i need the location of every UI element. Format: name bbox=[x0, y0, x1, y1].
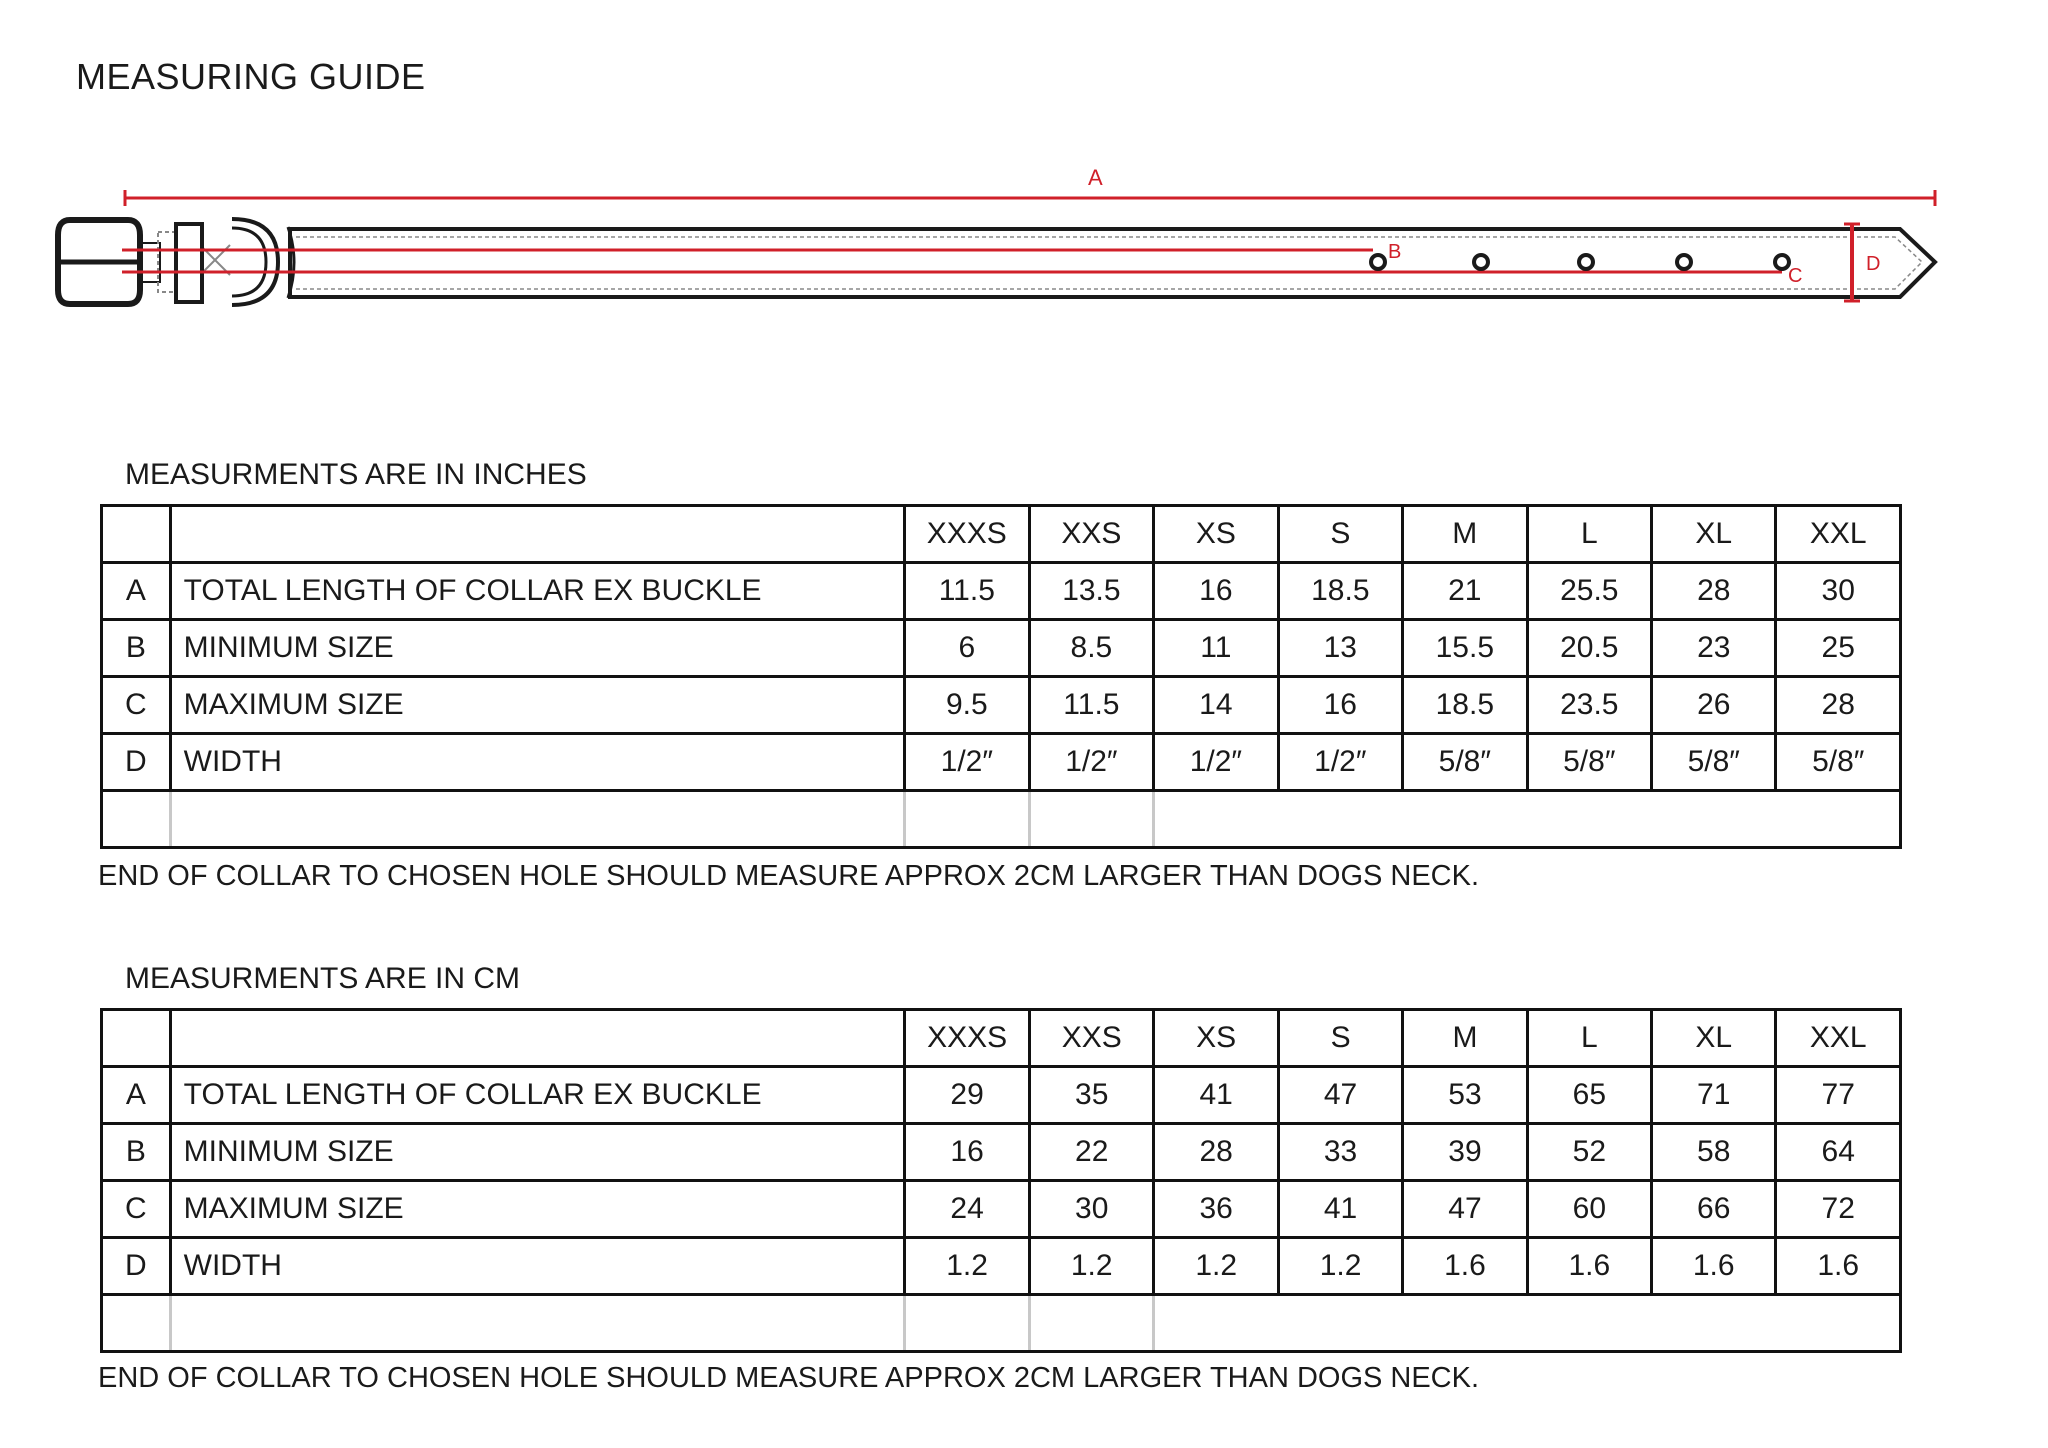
table-cell: 1/2″ bbox=[1154, 734, 1278, 791]
row-letter: A bbox=[102, 563, 171, 620]
table-cell: 13.5 bbox=[1029, 563, 1154, 620]
table-cell: 58 bbox=[1652, 1124, 1776, 1181]
row-letter: A bbox=[102, 1067, 171, 1124]
table-cell: 1.2 bbox=[1029, 1238, 1154, 1295]
header-label-cell bbox=[170, 506, 904, 563]
page-title: MEASURING GUIDE bbox=[76, 56, 426, 97]
size-header: XXL bbox=[1776, 506, 1901, 563]
table-cell: 60 bbox=[1527, 1181, 1651, 1238]
blank-row bbox=[102, 1295, 1901, 1352]
table-cell: 21 bbox=[1403, 563, 1527, 620]
table-cell: 11.5 bbox=[904, 563, 1029, 620]
table-row bbox=[102, 563, 1901, 620]
table-row bbox=[102, 677, 1901, 734]
table-cell: 13 bbox=[1278, 620, 1402, 677]
size-header: XS bbox=[1154, 506, 1278, 563]
size-header: XL bbox=[1652, 1010, 1776, 1067]
row-label: MINIMUM SIZE bbox=[170, 620, 904, 677]
row-label: MINIMUM SIZE bbox=[170, 1124, 905, 1181]
row-label: TOTAL LENGTH OF COLLAR EX BUCKLE bbox=[170, 1067, 905, 1124]
table-cell: 25.5 bbox=[1527, 563, 1651, 620]
size-header: S bbox=[1278, 506, 1402, 563]
table-cell: 1.6 bbox=[1776, 1238, 1901, 1295]
inches-note: END OF COLLAR TO CHOSEN HOLE SHOULD MEASURE APPROX 2CM LARGER THAN DOGS NECK. bbox=[98, 860, 1480, 892]
table-cell: 5/8″ bbox=[1403, 734, 1527, 791]
table-row bbox=[102, 734, 1901, 791]
label-d: D bbox=[1866, 253, 1881, 275]
collar-diagram bbox=[0, 150, 2048, 320]
size-header: XL bbox=[1652, 506, 1776, 563]
table-cell: 16 bbox=[905, 1124, 1030, 1181]
hole-icon bbox=[1371, 255, 1385, 269]
row-letter: C bbox=[102, 1181, 171, 1238]
table-cell: 26 bbox=[1652, 677, 1776, 734]
row-letter: C bbox=[102, 677, 171, 734]
table-cell: 28 bbox=[1652, 563, 1776, 620]
row-label: MAXIMUM SIZE bbox=[170, 677, 904, 734]
table-cell: 16 bbox=[1154, 563, 1278, 620]
row-letter: B bbox=[102, 1124, 171, 1181]
table-row bbox=[102, 1238, 1901, 1295]
table-cell: 1.6 bbox=[1527, 1238, 1651, 1295]
size-header: XXXS bbox=[904, 506, 1029, 563]
cm-note: END OF COLLAR TO CHOSEN HOLE SHOULD MEASURE APPROX 2CM LARGER THAN DOGS NECK. bbox=[98, 1362, 1480, 1394]
table-cell: 1.2 bbox=[1278, 1238, 1402, 1295]
row-letter: B bbox=[102, 620, 171, 677]
table-row bbox=[102, 1181, 1901, 1238]
row-label: MAXIMUM SIZE bbox=[170, 1181, 905, 1238]
row-label: TOTAL LENGTH OF COLLAR EX BUCKLE bbox=[170, 563, 904, 620]
table-cell: 28 bbox=[1776, 677, 1901, 734]
inches-table bbox=[100, 504, 1902, 849]
table-cell: 72 bbox=[1776, 1181, 1901, 1238]
header-label-cell bbox=[170, 1010, 905, 1067]
table-cell: 20.5 bbox=[1527, 620, 1651, 677]
table-cell: 14 bbox=[1154, 677, 1278, 734]
corner-cell bbox=[102, 1010, 171, 1067]
cm-heading: MEASURMENTS ARE IN CM bbox=[125, 962, 521, 995]
table-cell: 23.5 bbox=[1527, 677, 1651, 734]
table-cell: 39 bbox=[1403, 1124, 1527, 1181]
table-cell: 18.5 bbox=[1403, 677, 1527, 734]
header-row bbox=[102, 1010, 1901, 1067]
table-cell: 64 bbox=[1776, 1124, 1901, 1181]
size-header: XXXS bbox=[905, 1010, 1030, 1067]
table-cell: 30 bbox=[1029, 1181, 1154, 1238]
row-letter: D bbox=[102, 734, 171, 791]
size-header: L bbox=[1527, 506, 1651, 563]
table-cell: 29 bbox=[905, 1067, 1030, 1124]
table-cell: 1.6 bbox=[1652, 1238, 1776, 1295]
table-cell: 1/2″ bbox=[1278, 734, 1402, 791]
table-cell: 23 bbox=[1652, 620, 1776, 677]
hole-icon bbox=[1474, 255, 1488, 269]
table-cell: 1.2 bbox=[1154, 1238, 1278, 1295]
collar-holes bbox=[1371, 255, 1789, 269]
table-row bbox=[102, 620, 1901, 677]
table-cell: 25 bbox=[1776, 620, 1901, 677]
hole-icon bbox=[1775, 255, 1789, 269]
table-cell: 36 bbox=[1154, 1181, 1278, 1238]
size-header: XS bbox=[1154, 1010, 1278, 1067]
table-cell: 18.5 bbox=[1278, 563, 1402, 620]
table-cell: 77 bbox=[1776, 1067, 1901, 1124]
label-a: A bbox=[1088, 165, 1103, 190]
size-header: XXS bbox=[1029, 1010, 1154, 1067]
table-cell: 1.2 bbox=[905, 1238, 1030, 1295]
table-cell: 11 bbox=[1154, 620, 1278, 677]
buckle-icon bbox=[55, 219, 294, 305]
table-cell: 9.5 bbox=[904, 677, 1029, 734]
table-cell: 28 bbox=[1154, 1124, 1278, 1181]
table-cell: 52 bbox=[1527, 1124, 1651, 1181]
row-label: WIDTH bbox=[170, 1238, 905, 1295]
table-cell: 66 bbox=[1652, 1181, 1776, 1238]
size-header: M bbox=[1403, 506, 1527, 563]
cm-table bbox=[100, 1008, 1902, 1353]
table-cell: 30 bbox=[1776, 563, 1901, 620]
table-cell: 24 bbox=[905, 1181, 1030, 1238]
inches-heading: MEASURMENTS ARE IN INCHES bbox=[125, 458, 587, 491]
table-cell: 41 bbox=[1154, 1067, 1278, 1124]
table-row bbox=[102, 1067, 1901, 1124]
size-header: XXS bbox=[1029, 506, 1154, 563]
table-cell: 8.5 bbox=[1029, 620, 1154, 677]
table-cell: 5/8″ bbox=[1527, 734, 1651, 791]
table-cell: 35 bbox=[1029, 1067, 1154, 1124]
hole-icon bbox=[1677, 255, 1691, 269]
table-cell: 16 bbox=[1278, 677, 1402, 734]
table-cell: 33 bbox=[1278, 1124, 1402, 1181]
table-cell: 65 bbox=[1527, 1067, 1651, 1124]
blank-row bbox=[102, 791, 1901, 848]
table-cell: 53 bbox=[1403, 1067, 1527, 1124]
size-header: L bbox=[1527, 1010, 1651, 1067]
hole-icon bbox=[1579, 255, 1593, 269]
measure-line-a bbox=[125, 190, 1935, 206]
size-header: S bbox=[1278, 1010, 1402, 1067]
table-cell: 5/8″ bbox=[1652, 734, 1776, 791]
table-cell: 1/2″ bbox=[1029, 734, 1154, 791]
table-cell: 47 bbox=[1278, 1067, 1402, 1124]
table-cell: 11.5 bbox=[1029, 677, 1154, 734]
size-header: M bbox=[1403, 1010, 1527, 1067]
table-cell: 1.6 bbox=[1403, 1238, 1527, 1295]
table-cell: 41 bbox=[1278, 1181, 1402, 1238]
header-row bbox=[102, 506, 1901, 563]
size-header: XXL bbox=[1776, 1010, 1901, 1067]
table-cell: 5/8″ bbox=[1776, 734, 1901, 791]
table-cell: 22 bbox=[1029, 1124, 1154, 1181]
label-c: C bbox=[1788, 265, 1803, 287]
corner-cell bbox=[102, 506, 171, 563]
table-cell: 15.5 bbox=[1403, 620, 1527, 677]
table-cell: 47 bbox=[1403, 1181, 1527, 1238]
table-cell: 71 bbox=[1652, 1067, 1776, 1124]
table-cell: 1/2″ bbox=[904, 734, 1029, 791]
row-letter: D bbox=[102, 1238, 171, 1295]
row-label: WIDTH bbox=[170, 734, 904, 791]
label-b: B bbox=[1388, 241, 1402, 263]
table-cell: 6 bbox=[904, 620, 1029, 677]
table-row bbox=[102, 1124, 1901, 1181]
